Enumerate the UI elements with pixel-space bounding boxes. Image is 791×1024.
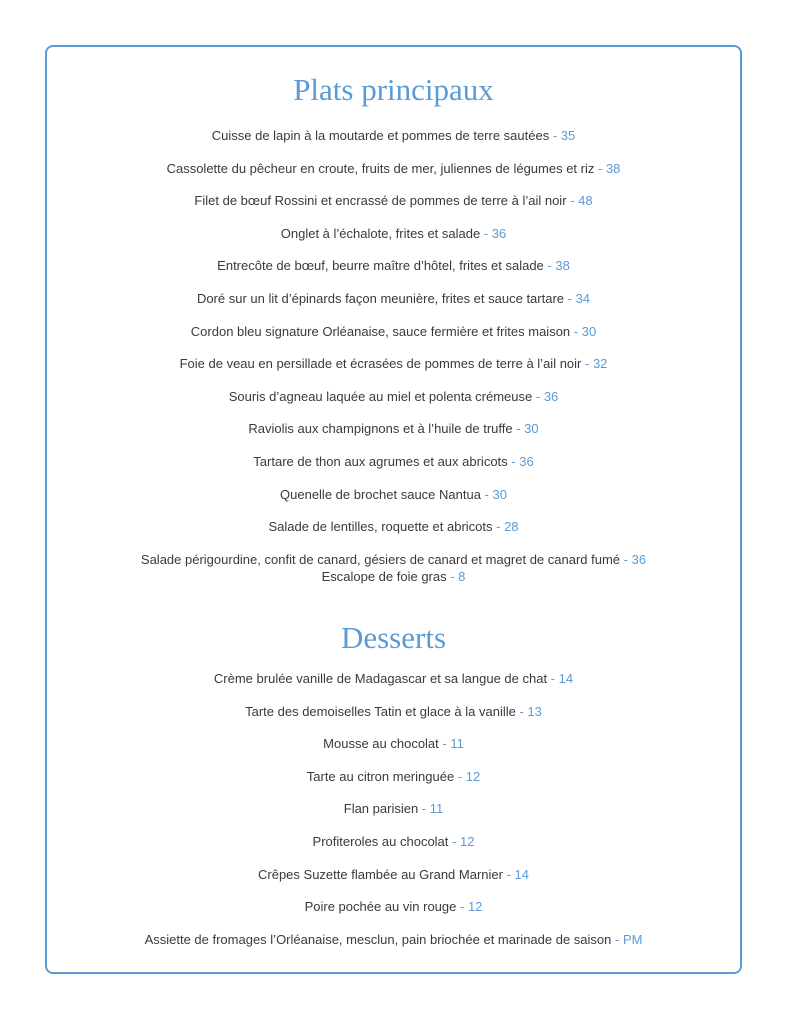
item-price: - 30 (570, 323, 597, 339)
item-name: Tarte au citron meringuée (306, 768, 455, 784)
item-name: Doré sur un lit d’épinards façon meunière, frites et sauce tartare (196, 290, 565, 306)
item-name: Filet de bœuf Rossini et encrassé de pommes de terre à l’ail noir (194, 193, 567, 209)
item-price: - 36 (532, 388, 559, 404)
item-name: Assiette de fromages l’Orléanaise, mesclun, pain briochée et marinade de saison (144, 931, 612, 947)
item-name: Entrecôte de bœuf, beurre maître d’hôtel, frites et salade (217, 258, 544, 274)
item-name: Tarte des demoiselles Tatin et glace à la vanille (245, 703, 516, 719)
item-price: - 8 (446, 568, 466, 584)
desserts-section-title: Desserts (340, 620, 447, 655)
main-section-title: Plats principaux (293, 72, 494, 107)
item-price: - 12 (456, 899, 483, 915)
item-price: - 11 (418, 801, 444, 817)
item-price: - 36 (620, 551, 647, 567)
menu-item (47, 866, 740, 883)
menu-item (47, 670, 740, 687)
item-price: - 30 (480, 486, 507, 502)
item-name: Profiteroles au chocolat (312, 833, 449, 849)
menu-item (47, 257, 740, 274)
item-name: Onglet à l’échalote, frites et salade (280, 225, 481, 241)
item-name: Crêpes Suzette flambée au Grand Marnier (258, 866, 503, 882)
menu-item (47, 355, 740, 372)
item-price: - 13 (515, 703, 542, 719)
menu-item (47, 453, 740, 470)
item-price: - 12 (454, 768, 481, 784)
menu-item (47, 833, 740, 850)
item-price: - 34 (564, 290, 591, 306)
item-price: - 11 (438, 736, 464, 752)
menu-item (47, 768, 740, 785)
item-price: - 14 (547, 671, 574, 686)
item-price: - 36 (507, 453, 534, 469)
item-name: Cuisse de lapin à la moutarde et pommes de terre sautées (211, 128, 550, 143)
menu-item (47, 518, 740, 535)
item-name: Foie de veau en persillade et écrasées de pommes de terre à l’ail noir (179, 356, 582, 372)
item-price: - PM (611, 931, 643, 947)
item-price: - 38 (543, 258, 570, 274)
item-name: Raviolis aux champignons et à l’huile de truffe (248, 421, 513, 437)
menu-item (47, 160, 740, 177)
menu-item (47, 388, 740, 405)
menu-item (47, 290, 740, 307)
menu-item (47, 568, 740, 585)
item-name: Cordon bleu signature Orléanaise, sauce fermière et frites maison (190, 323, 571, 339)
item-price: - 30 (512, 421, 539, 437)
item-name: Cassolette du pêcheur en croute, fruits de mer, juliennes de légumes et riz (166, 160, 595, 176)
item-price: - 38 (594, 160, 621, 176)
menu-item (47, 225, 740, 242)
item-name: Crème brulée vanille de Madagascar et sa langue de chat (213, 671, 548, 686)
item-price: - 14 (502, 866, 529, 882)
main-dishes-list (47, 127, 740, 600)
menu-item (47, 735, 740, 752)
menu-frame (45, 45, 742, 974)
item-name: Quenelle de brochet sauce Nantua (280, 486, 481, 502)
item-price: - 32 (581, 356, 608, 372)
item-name: Flan parisien (343, 801, 419, 817)
item-price: - 12 (448, 833, 475, 849)
menu-item (47, 931, 740, 948)
item-name: Souris d’agneau laquée au miel et polenta crémeuse (228, 388, 533, 404)
menu-item (47, 323, 740, 340)
menu-item (47, 127, 740, 144)
item-name: Poire pochée au vin rouge (304, 899, 457, 915)
menu-item (47, 703, 740, 720)
item-price: - 35 (549, 128, 576, 143)
item-price: - 36 (480, 225, 507, 241)
menu-item (47, 898, 740, 915)
menu-item (47, 551, 740, 568)
item-name: Mousse au chocolat (323, 736, 439, 752)
item-name: Escalope de foie gras (321, 568, 447, 584)
desserts-list (47, 670, 740, 963)
item-price: - 48 (566, 193, 593, 209)
menu-item (47, 420, 740, 437)
item-name: Salade de lentilles, roquette et abricots (268, 519, 493, 535)
item-name: Tartare de thon aux agrumes et aux abricots (253, 453, 508, 469)
menu-item (47, 800, 740, 817)
menu-item (47, 192, 740, 209)
item-price: - 28 (492, 519, 519, 535)
menu-item (47, 486, 740, 503)
item-name: Salade périgourdine, confit de canard, gésiers de canard et magret de canard fumé (140, 551, 621, 567)
